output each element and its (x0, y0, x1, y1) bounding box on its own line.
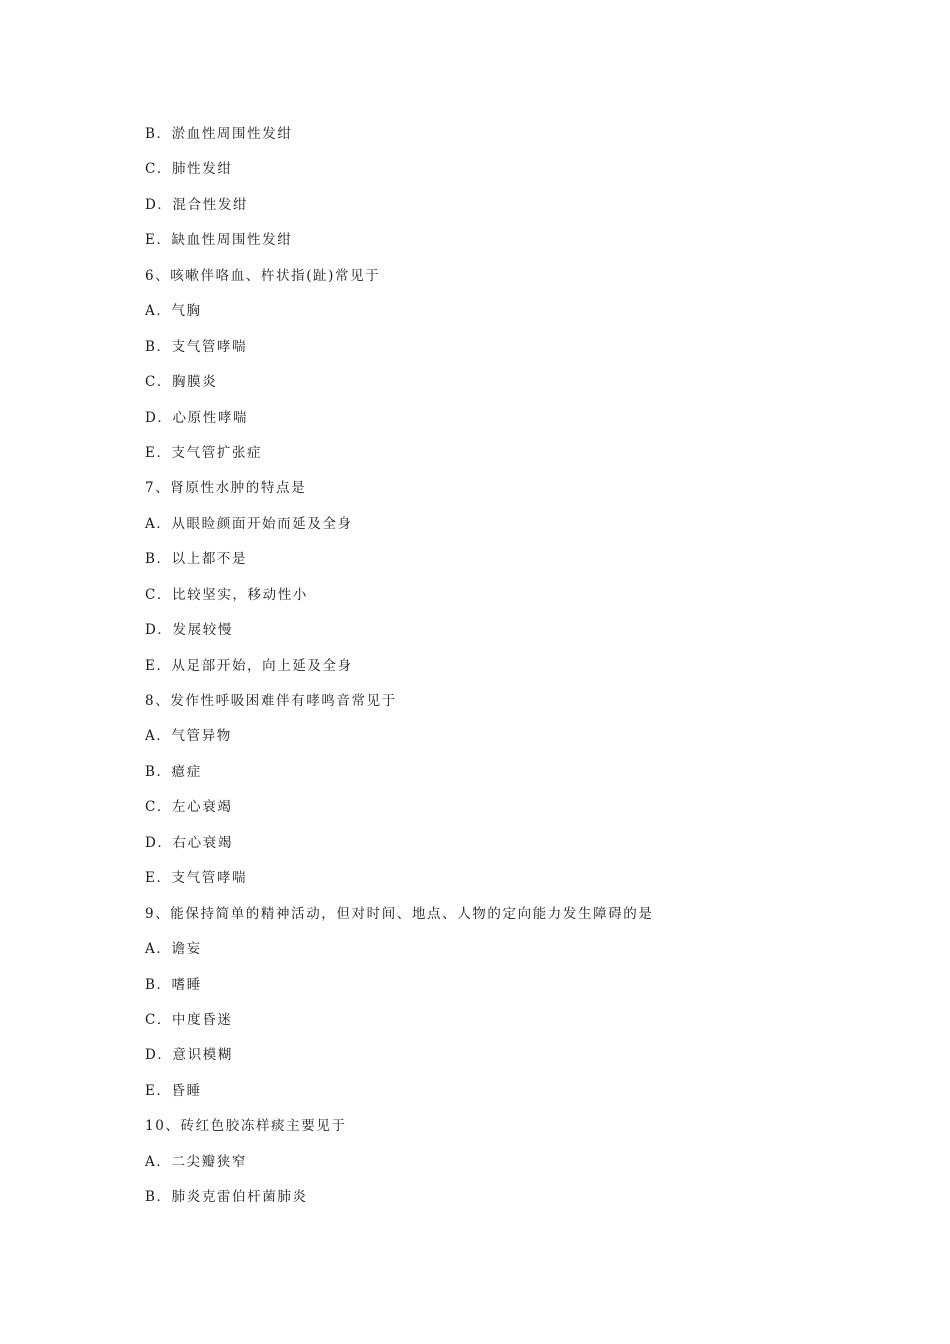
option-line: D．意识模糊 (145, 1047, 233, 1064)
question-line: 7、肾原性水肿的特点是 (145, 480, 307, 497)
option-line: E．缺血性周围性发绀 (145, 232, 293, 249)
option-line: E．昏睡 (145, 1082, 202, 1099)
option-line: B．支气管哮喘 (145, 338, 248, 355)
option-line: C．比较坚实，移动性小 (145, 586, 308, 603)
question-list (145, 123, 905, 1222)
option-line: D．心原性哮喘 (145, 409, 249, 426)
option-line: A．气胸 (145, 303, 202, 320)
option-line: D．发展较慢 (145, 622, 233, 639)
option-line: B．淤血性周围性发绀 (145, 126, 293, 142)
option-line: B．以上都不是 (145, 551, 248, 568)
option-line: C．胸膜炎 (145, 374, 218, 391)
option-line: E．支气管扩张症 (145, 444, 263, 461)
option-line: A．从眼睑颜面开始而延及全身 (145, 515, 353, 532)
question-line: 6、咳嗽伴咯血、杵状指(趾)常见于 (145, 267, 381, 284)
option-line: C．中度昏迷 (145, 1011, 233, 1028)
option-line: E．从足部开始，向上延及全身 (145, 657, 353, 674)
option-line: E．支气管哮喘 (145, 870, 248, 887)
option-line: A．二尖瓣狭窄 (145, 1153, 247, 1170)
option-line: D．混合性发绀 (145, 196, 249, 213)
option-line: B．癔症 (145, 763, 202, 780)
option-line: C．肺性发绀 (145, 161, 233, 178)
option-line: A．气管异物 (145, 728, 232, 745)
option-line: C．左心衰竭 (145, 799, 233, 816)
question-line: 9、能保持简单的精神活动，但对时间、地点、人物的定向能力发生障碍的是 (145, 905, 654, 922)
option-line: A．谵妄 (145, 941, 202, 958)
option-line: D．右心衰竭 (145, 834, 233, 851)
question-line: 8、发作性呼吸困难伴有哮鸣音常见于 (145, 693, 397, 709)
option-line: B．嗜睡 (145, 976, 202, 993)
question-line: 10、砖红色胶冻样痰主要见于 (145, 1118, 347, 1135)
option-line: B．肺炎克雷伯杆菌肺炎 (145, 1189, 308, 1206)
